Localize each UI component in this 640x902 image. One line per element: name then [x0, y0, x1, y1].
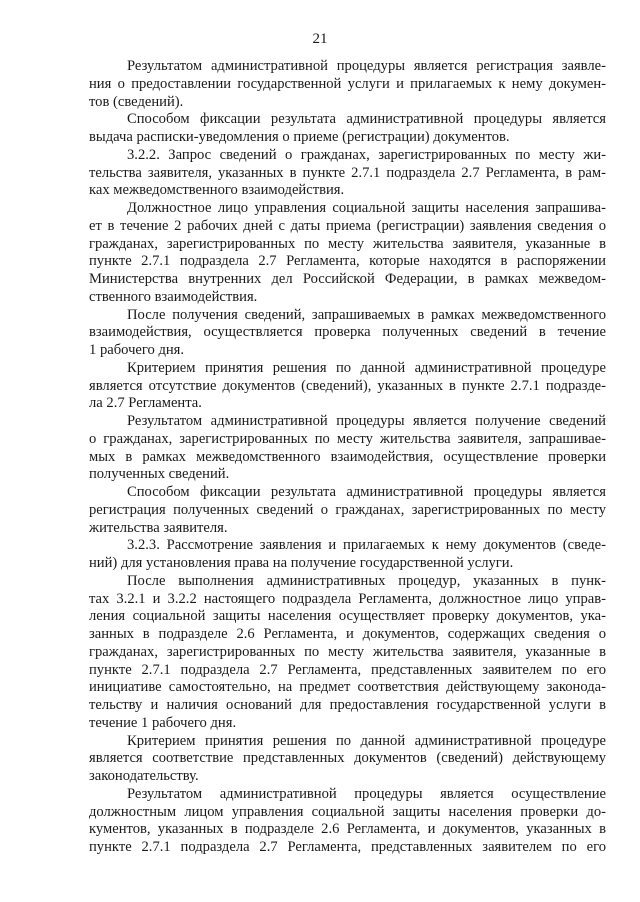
text-line: о гражданах, зарегистрированных по месту жительства заявителя, запрашивае-: [89, 430, 606, 447]
paragraph: [89, 786, 606, 857]
text-line: ления социальной защиты населения осуществляет проверку документов, ука-: [89, 608, 606, 625]
text-line: гражданах, зарегистрированных по месту жительства заявителя, указанные в: [89, 643, 606, 660]
text-line: 3.2.3. Рассмотрение заявления и прилагаемых к нему документов (сведе-: [127, 537, 606, 554]
paragraph: [89, 537, 606, 573]
text-line: пункте 2.7.1 подраздела 2.7 Регламента, которые находятся в распоряжении: [89, 253, 606, 270]
text-line: После получения сведений, запрашиваемых в рамках межведомственного: [127, 306, 606, 323]
text-line: тов (сведений).: [89, 93, 184, 110]
text-line: законодательству.: [89, 768, 199, 784]
text-line: кументов, указанных в подразделе 2.6 Регламента, и документов, указанных в: [89, 821, 606, 838]
text-line: жительства заявителя.: [89, 519, 228, 536]
text-line: пункте 2.7.1 подраздела 2.7 Регламента, представленных заявителем по его: [89, 839, 606, 855]
text-line: течение 1 рабочего дня.: [89, 714, 237, 731]
text-line: Критерием принятия решения по данной административной процедуре: [127, 359, 606, 376]
text-line: является отсутствие документов (сведений), указанных в пункте 2.7.1 подразде-: [89, 377, 606, 394]
text-line: полученных сведений.: [89, 466, 230, 483]
text-line: ний) для установления права на получение государственной услуги.: [89, 555, 514, 571]
text-line: инициативе самостоятельно, на предмет соответствия действующему законода-: [89, 679, 606, 696]
text-line: выдача расписки-уведомления о приеме (регистрации) документов.: [89, 129, 510, 145]
paragraph: [89, 307, 606, 360]
text-line: взаимодействия, осуществляется проверка полученных сведений в течение: [89, 324, 606, 341]
text-line: Должностное лицо управления социальной защиты населения запрашива-: [127, 200, 606, 216]
text-line: Министерства внутренних дел Российской Федерации, в рамках межведом-: [89, 271, 606, 287]
text-line: тах 3.2.1 и 3.2.2 настоящего подраздела Регламента, должностное лицо управ-: [89, 590, 606, 607]
paragraph: [89, 573, 606, 733]
text-line: 3.2.2. Запрос сведений о гражданах, зарегистрированных по месту жи-: [127, 146, 606, 163]
text-line: является соответствие представленных документов (сведений) действующему: [89, 750, 606, 767]
document-body: [89, 58, 606, 857]
text-line: занных в подразделе 2.6 Регламента, и документов, содержащих сведения о: [89, 626, 606, 642]
text-line: Результатом административной процедуры является получение сведений: [127, 413, 606, 429]
text-line: ния о предоставлении государственной услуги и прилагаемых к нему докумен-: [89, 75, 606, 92]
text-line: 1 рабочего дня.: [89, 342, 185, 358]
text-line: После выполнения административных процедур, указанных в пунк-: [127, 572, 606, 589]
text-line: гражданах, зарегистрированных по месту жительства заявителя, указанные в: [89, 235, 606, 252]
paragraph: [89, 58, 606, 111]
text-line: ла 2.7 Регламента.: [89, 395, 202, 412]
text-line: тельству и наличия оснований для предоставления государственной услуги в: [89, 697, 606, 713]
text-line: пункте 2.7.1 подраздела 2.7 Регламента, представленных заявителем по его: [89, 661, 606, 678]
paragraph: [89, 111, 606, 147]
paragraph: [89, 200, 606, 307]
text-line: Результатом административной процедуры является регистрация заявле-: [127, 58, 606, 74]
text-line: ках межведомственного взаимодействия.: [89, 182, 345, 199]
text-line: тельства заявителя, указанных в пункте 2.7.1 подраздела 2.7 Регламента, в рам-: [89, 164, 606, 181]
paragraph: [89, 484, 606, 537]
text-line: Способом фиксации результата административной процедуры является: [127, 484, 606, 500]
text-line: ственного взаимодействия.: [89, 288, 258, 305]
text-line: Критерием принятия решения по данной административной процедуре: [127, 732, 606, 749]
paragraph: [89, 413, 606, 484]
paragraph: [89, 360, 606, 413]
text-line: мых в рамках межведомственного взаимодействия, осуществление проверки: [89, 448, 606, 465]
paragraph: [89, 733, 606, 786]
paragraph: [89, 147, 606, 200]
text-line: должностным лицом управления социальной защиты населения проверки до-: [89, 803, 606, 820]
text-line: регистрация полученных сведений о гражданах, зарегистрированных по месту: [89, 501, 606, 518]
text-line: ет в течение 2 рабочих дней с даты приема (регистрации) заявления сведения о: [89, 217, 606, 234]
page-number: 21: [312, 31, 328, 47]
text-line: Способом фиксации результата административной процедуры является: [127, 111, 606, 128]
text-line: Результатом административной процедуры является осуществление: [127, 785, 606, 802]
